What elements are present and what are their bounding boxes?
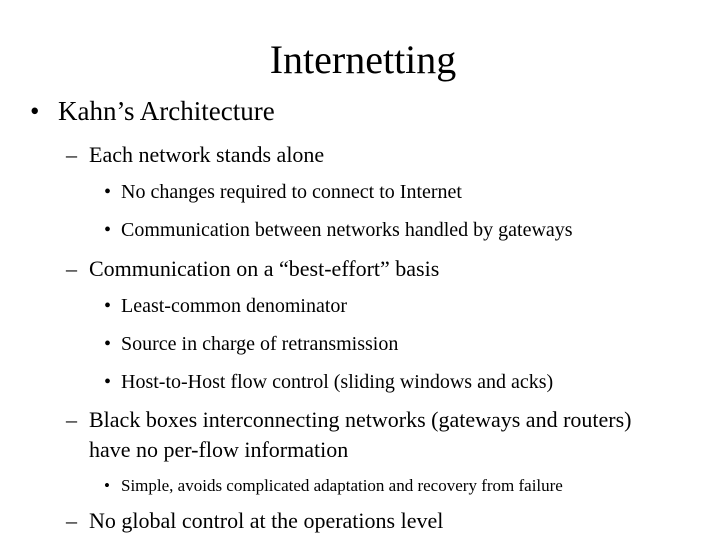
bullet-marker: • — [104, 333, 112, 355]
bullet-marker: • — [30, 96, 40, 126]
bullet-marker: • — [104, 371, 112, 393]
bullet-marker: • — [104, 295, 112, 317]
sub-item-text: No global control at the operations level — [89, 508, 444, 533]
sub-sub-item-text: Source in charge of retransmission — [121, 333, 399, 355]
sub-item-text: Each network stands alone — [89, 142, 325, 167]
dash-marker: – — [66, 407, 77, 432]
sub-sub-item-text: Simple, avoids complicated adaptation and recovery from failure — [121, 476, 563, 495]
sub-sub-item-text: Least-common denominator — [121, 295, 348, 317]
bullet-marker: • — [104, 476, 110, 495]
bullet-text: Kahn’s Architecture — [58, 96, 275, 126]
dash-marker: – — [66, 508, 77, 533]
dash-marker: – — [66, 256, 77, 281]
slide-title: Internetting — [269, 37, 457, 82]
bullet-marker: • — [104, 181, 112, 203]
sub-item-continuation: have no per-flow information — [89, 437, 349, 462]
sub-sub-item-text: Communication between networks handled by gateways — [121, 219, 573, 241]
sub-sub-item-text: No changes required to connect to Internet — [121, 181, 462, 203]
sub-item-text: Black boxes interconnecting networks (gateways and routers) — [89, 407, 632, 432]
sub-item-text: Communication on a “best-effort” basis — [89, 256, 440, 281]
dash-marker: – — [66, 142, 77, 167]
bullet-marker: • — [104, 219, 112, 241]
sub-sub-item-text: Host-to-Host flow control (sliding windows and acks) — [121, 371, 554, 393]
